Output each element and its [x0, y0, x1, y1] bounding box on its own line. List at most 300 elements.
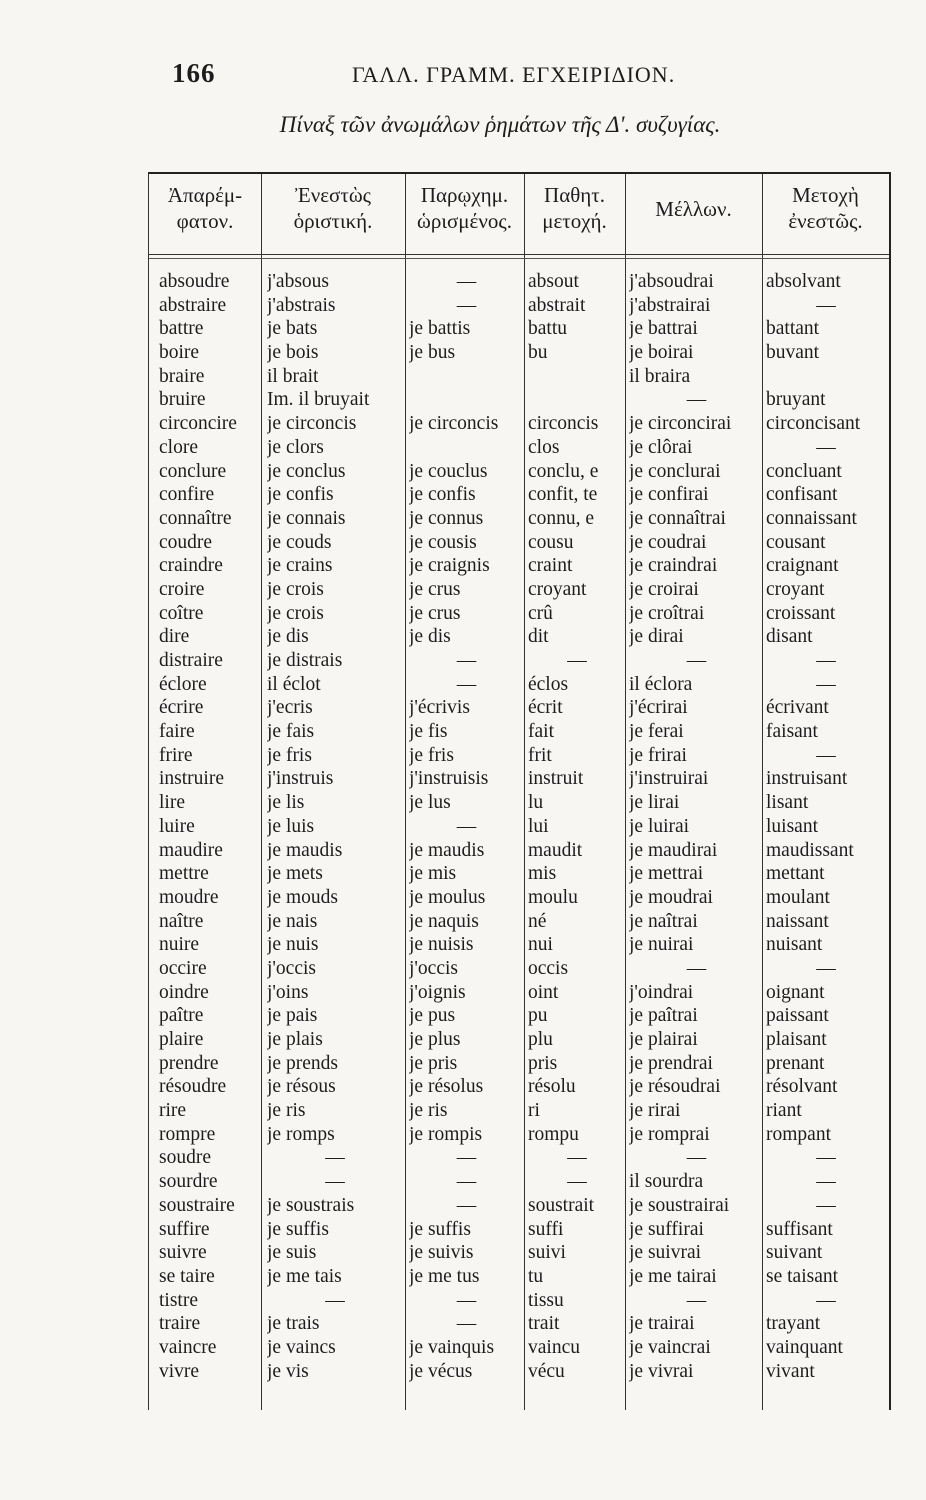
cell-past-definite: je plus: [409, 1029, 461, 1050]
header-present-participle: [762, 182, 889, 234]
cell-past-definite: je résolus: [409, 1076, 484, 1098]
cell-past-definite: je fis: [409, 721, 448, 743]
cell-present-participle: se taisant: [766, 1265, 839, 1287]
cell-past-participle: lui: [528, 815, 549, 837]
table-row: [149, 696, 889, 720]
header-line: ἐνεστῶς.: [788, 209, 863, 233]
cell-present-participle: lisant: [766, 792, 809, 814]
table-row: [149, 1194, 889, 1218]
cell-present: je bois: [267, 342, 319, 364]
cell-past-definite: —: [456, 815, 477, 837]
cell-future: je lirai: [629, 792, 680, 814]
cell-future: j'instruirai: [629, 768, 709, 790]
cell-future: je soustrairai: [629, 1194, 730, 1216]
cell-present-participle: —: [816, 436, 836, 458]
cell-infinitive: distraire: [159, 650, 223, 671]
cell-past-definite: je bus: [409, 342, 456, 364]
cell-infinitive: confire: [159, 484, 215, 506]
cell-future: je battrai: [629, 318, 698, 340]
cell-past-definite: je battis: [409, 318, 471, 340]
header-infinitive: [149, 182, 261, 234]
cell-infinitive: suivre: [159, 1242, 207, 1264]
table-row: [149, 1099, 889, 1123]
cell-infinitive: nuire: [159, 934, 200, 956]
cell-past-participle: craint: [528, 555, 573, 577]
cell-infinitive: maudire: [159, 839, 223, 861]
table-row: [149, 531, 889, 555]
cell-future: il sourdra: [629, 1171, 704, 1193]
cell-present-participle: disant: [766, 626, 813, 648]
cell-past-participle: soustrait: [528, 1194, 595, 1216]
cell-past-definite: —: [456, 1147, 477, 1169]
cell-present: je ris: [267, 1100, 306, 1122]
cell-present-participle: faisant: [766, 721, 818, 743]
cell-past-definite: —: [456, 1171, 477, 1193]
table-row: [149, 933, 889, 957]
table-row: [149, 1218, 889, 1242]
header-line: Παθητ.: [544, 183, 605, 207]
cell-present-participle: plaisant: [766, 1029, 827, 1050]
cell-past-definite: j'instruisis: [409, 768, 489, 790]
cell-past-definite: —: [456, 271, 477, 292]
cell-present-participle: —: [816, 957, 836, 979]
verb-table: [148, 172, 891, 1410]
table-row: [149, 1052, 889, 1076]
cell-past-participle: —: [567, 650, 587, 671]
cell-infinitive: paître: [159, 1005, 204, 1027]
cell-past-definite: je circoncis: [409, 413, 499, 435]
cell-present: je bats: [267, 318, 318, 340]
cell-past-participle: né: [528, 910, 547, 932]
cell-infinitive: craindre: [159, 555, 223, 577]
cell-present-participle: écrivant: [766, 697, 829, 719]
cell-present-participle: connaissant: [766, 507, 857, 529]
cell-present: je suffis: [267, 1218, 329, 1240]
cell-future: j'oindrai: [629, 981, 694, 1003]
cell-future: je naîtrai: [629, 910, 698, 932]
cell-present: Im. il bruyait: [267, 389, 370, 411]
cell-future: je paîtrai: [629, 1005, 698, 1027]
cell-past-participle: dit: [528, 626, 549, 648]
cell-infinitive: écrire: [159, 697, 204, 719]
header-line: μετοχή.: [542, 209, 607, 233]
cell-future: j'abstrairai: [629, 294, 711, 316]
cell-present: je nais: [267, 910, 318, 932]
cell-past-participle: écrit: [528, 697, 563, 719]
cell-infinitive: vivre: [159, 1360, 200, 1382]
cell-past-definite: je ris: [409, 1100, 448, 1122]
cell-present-participle: concluant: [766, 460, 842, 482]
cell-present: —: [325, 1289, 345, 1311]
header-line: Μέλλων.: [655, 197, 732, 221]
cell-future: il braira: [629, 365, 691, 387]
cell-past-definite: je rompis: [409, 1123, 483, 1145]
header-past-participle: [524, 182, 625, 234]
table-row: [149, 412, 889, 436]
cell-present-participle: luisant: [766, 815, 818, 837]
cell-past-participle: rompu: [528, 1123, 579, 1145]
cell-past-definite: je vécus: [409, 1360, 473, 1382]
cell-past-definite: je fris: [409, 744, 454, 766]
cell-future: je circoncirai: [629, 413, 732, 435]
cell-infinitive: se taire: [159, 1265, 215, 1287]
cell-future: je suffirai: [629, 1218, 704, 1240]
cell-present-participle: croyant: [766, 578, 825, 600]
table-row: [149, 1123, 889, 1147]
cell-present: je fais: [267, 721, 315, 743]
header-present: [261, 182, 405, 234]
cell-present-participle: vivant: [766, 1360, 815, 1382]
table-row: [149, 815, 889, 839]
cell-past-definite: je naquis: [409, 910, 479, 932]
cell-present: je suis: [267, 1242, 317, 1264]
cell-past-definite: je suffis: [409, 1218, 471, 1240]
table-row: [149, 886, 889, 910]
cell-present-participle: —: [816, 673, 836, 695]
table-row: [149, 910, 889, 934]
cell-infinitive: occire: [159, 957, 207, 979]
cell-present-participle: nuisant: [766, 934, 823, 956]
cell-present-participle: prenant: [766, 1052, 825, 1074]
table-row: [149, 294, 889, 318]
table-row: [149, 1312, 889, 1336]
table-row: [149, 981, 889, 1005]
cell-past-definite: j'écrivis: [409, 697, 470, 719]
cell-future: je conclurai: [629, 460, 721, 482]
cell-future: j'absoudrai: [629, 271, 714, 292]
cell-past-participle: —: [567, 1171, 587, 1193]
cell-future: —: [686, 389, 707, 411]
cell-future: —: [686, 650, 707, 671]
table-row: [149, 365, 889, 389]
cell-present: je romps: [267, 1123, 335, 1145]
header-line: ὡρισμένος.: [417, 209, 512, 233]
cell-infinitive: lire: [159, 792, 185, 814]
cell-present-participle: riant: [766, 1100, 802, 1122]
cell-present: je confis: [267, 484, 334, 506]
cell-past-participle: éclos: [528, 673, 569, 695]
cell-past-definite: —: [456, 1194, 477, 1216]
cell-present-participle: vainquant: [766, 1336, 843, 1358]
cell-present: je me tais: [267, 1265, 342, 1287]
cell-future: je rirai: [629, 1100, 681, 1122]
cell-past-participle: fait: [528, 721, 554, 743]
cell-past-participle: connu, e: [528, 507, 595, 529]
header-line: φατον.: [176, 209, 234, 233]
table-row: [149, 1146, 889, 1170]
cell-future: je ferai: [629, 721, 684, 743]
cell-future: je boirai: [629, 342, 694, 364]
cell-future: je croîtrai: [629, 602, 705, 624]
cell-present: j'instruis: [267, 768, 334, 790]
cell-present-participle: —: [816, 1171, 836, 1193]
cell-past-participle: vécu: [528, 1360, 565, 1382]
cell-present: je couds: [267, 531, 332, 553]
cell-present: je connais: [267, 507, 346, 529]
cell-future: je prendrai: [629, 1052, 713, 1074]
cell-present: je mouds: [267, 886, 338, 908]
cell-past-participle: maudit: [528, 839, 583, 861]
table-row: [149, 1265, 889, 1289]
cell-present-participle: trayant: [766, 1313, 821, 1335]
cell-past-participle: oint: [528, 981, 559, 1003]
cell-infinitive: braire: [159, 365, 205, 387]
table-row: [149, 720, 889, 744]
cell-past-definite: je me tus: [409, 1265, 480, 1287]
cell-present: je clors: [267, 436, 324, 458]
cell-past-definite: je confis: [409, 484, 476, 506]
table-row: [149, 649, 889, 673]
table-body: [149, 270, 889, 1383]
cell-present-participle: suffisant: [766, 1218, 833, 1240]
header-line: Ἐνεστὼς: [295, 183, 371, 207]
cell-past-definite: je pus: [409, 1005, 456, 1027]
cell-past-definite: je connus: [409, 507, 484, 529]
header-future: [625, 196, 762, 222]
cell-present-participle: —: [816, 650, 836, 671]
cell-past-participle: moulu: [528, 886, 578, 908]
header-rule: [149, 258, 889, 259]
table-row: [149, 1170, 889, 1194]
cell-past-definite: je lus: [409, 792, 451, 814]
cell-future: je nuirai: [629, 934, 694, 956]
cell-past-participle: tu: [528, 1265, 544, 1287]
cell-past-definite: je dis: [409, 626, 451, 648]
cell-future: je craindrai: [629, 555, 718, 577]
cell-future: je moudrai: [629, 886, 713, 908]
cell-past-definite: je cousis: [409, 531, 477, 553]
cell-present-participle: bruyant: [766, 389, 826, 411]
cell-infinitive: prendre: [159, 1052, 219, 1074]
cell-past-participle: pu: [528, 1005, 548, 1027]
cell-present-participle: rompant: [766, 1123, 831, 1145]
table-row: [149, 1004, 889, 1028]
cell-infinitive: soustraire: [159, 1194, 235, 1216]
cell-infinitive: rire: [159, 1100, 187, 1122]
page-number: 166: [172, 58, 216, 88]
table-row: [149, 957, 889, 981]
cell-future: je connaîtrai: [629, 507, 726, 529]
cell-past-participle: suffi: [528, 1218, 564, 1240]
cell-present: je pais: [267, 1005, 318, 1027]
table-row: [149, 602, 889, 626]
cell-infinitive: instruire: [159, 768, 224, 790]
table-row: [149, 436, 889, 460]
cell-present: je circoncis: [267, 413, 357, 435]
cell-past-participle: abstrait: [528, 294, 586, 316]
cell-past-definite: j'occis: [409, 957, 458, 979]
cell-future: —: [686, 957, 707, 979]
cell-future: j'écrirai: [629, 697, 688, 719]
table-row: [149, 388, 889, 412]
cell-future: —: [686, 1289, 707, 1311]
cell-present-participle: suivant: [766, 1242, 823, 1264]
cell-past-definite: je crus: [409, 578, 461, 600]
cell-future: je trairai: [629, 1313, 695, 1335]
cell-present-participle: résolvant: [766, 1076, 838, 1098]
cell-infinitive: luire: [159, 815, 195, 837]
cell-infinitive: dire: [159, 626, 190, 648]
table-title: Πίναξ τῶν ἀνωμάλων ῥημάτων τῆς Δ'. συζυγίας.: [279, 112, 721, 137]
cell-present-participle: circoncisant: [766, 413, 861, 435]
cell-future: je me tairai: [629, 1265, 717, 1287]
cell-past-definite: —: [456, 1289, 477, 1311]
cell-past-definite: je crus: [409, 602, 461, 624]
cell-present-participle: —: [816, 1194, 836, 1216]
cell-past-definite: je couclus: [409, 460, 488, 482]
cell-past-participle: occis: [528, 957, 569, 979]
cell-past-definite: je craignis: [409, 555, 490, 577]
header-line: Ἀπαρέμ-: [167, 183, 243, 207]
header-line: Μετοχὴ: [792, 183, 859, 207]
cell-present: je vis: [267, 1360, 309, 1382]
cell-present-participle: instruisant: [766, 768, 848, 790]
cell-present: je lis: [267, 792, 305, 814]
cell-present: —: [325, 1171, 345, 1193]
cell-infinitive: connaître: [159, 507, 232, 529]
table-row: [149, 1075, 889, 1099]
cell-infinitive: coître: [159, 602, 204, 624]
cell-past-participle: bu: [528, 342, 548, 364]
cell-past-participle: absout: [528, 271, 579, 292]
cell-present-participle: craignant: [766, 555, 839, 577]
cell-infinitive: bruire: [159, 389, 206, 411]
cell-present-participle: buvant: [766, 342, 820, 364]
cell-past-definite: je moulus: [409, 886, 486, 908]
table-row: [149, 507, 889, 531]
cell-present: j'abstrais: [267, 294, 336, 316]
cell-infinitive: clore: [159, 436, 198, 458]
cell-infinitive: moudre: [159, 886, 219, 908]
cell-present: je vaincs: [267, 1336, 336, 1358]
table-row: [149, 270, 889, 294]
cell-infinitive: résoudre: [159, 1076, 227, 1098]
cell-present-participle: battant: [766, 318, 820, 340]
cell-past-definite: —: [456, 294, 477, 316]
table-row: [149, 1360, 889, 1384]
cell-present: je résous: [267, 1076, 336, 1098]
cell-present: —: [325, 1147, 345, 1169]
cell-infinitive: circoncire: [159, 413, 237, 435]
cell-present: je fris: [267, 744, 312, 766]
cell-future: je vaincrai: [629, 1336, 711, 1358]
cell-past-participle: circoncis: [528, 413, 599, 435]
cell-past-participle: suivi: [528, 1242, 566, 1264]
cell-present-participle: —: [816, 1289, 836, 1311]
cell-present-participle: —: [816, 1147, 836, 1169]
cell-past-participle: conclu, e: [528, 460, 599, 482]
cell-infinitive: absoudre: [159, 271, 230, 292]
cell-present: je maudis: [267, 839, 343, 861]
cell-infinitive: boire: [159, 342, 200, 364]
table-row: [149, 1241, 889, 1265]
cell-present: je luis: [267, 815, 315, 837]
cell-present: je prends: [267, 1052, 338, 1074]
table-row: [149, 1028, 889, 1052]
cell-past-definite: je mis: [409, 863, 457, 885]
cell-past-participle: confit, te: [528, 484, 598, 506]
cell-past-participle: plu: [528, 1029, 553, 1050]
cell-present: je dis: [267, 626, 309, 648]
cell-past-participle: crû: [528, 602, 553, 624]
table-row: [149, 460, 889, 484]
cell-infinitive: sourdre: [159, 1171, 218, 1193]
cell-infinitive: soudre: [159, 1147, 211, 1169]
cell-infinitive: battre: [159, 318, 204, 340]
cell-infinitive: traire: [159, 1313, 201, 1335]
cell-past-participle: frit: [528, 744, 552, 766]
table-row: [149, 767, 889, 791]
table-row: [149, 1289, 889, 1313]
cell-infinitive: faire: [159, 721, 195, 743]
cell-past-definite: je vainquis: [409, 1336, 495, 1358]
cell-present: je mets: [267, 863, 323, 885]
cell-infinitive: éclore: [159, 673, 207, 695]
cell-present-participle: naissant: [766, 910, 829, 932]
cell-present: je trais: [267, 1313, 320, 1335]
cell-past-definite: je suivis: [409, 1242, 474, 1264]
cell-past-participle: battu: [528, 318, 567, 340]
cell-past-definite: —: [456, 1313, 477, 1335]
cell-present: je soustrais: [267, 1194, 355, 1216]
table-row: [149, 578, 889, 602]
cell-present-participle: paissant: [766, 1005, 829, 1027]
cell-infinitive: croire: [159, 578, 205, 600]
cell-present: je crains: [267, 555, 333, 577]
cell-present-participle: croissant: [766, 602, 836, 624]
table-row: [149, 554, 889, 578]
cell-past-definite: —: [456, 673, 477, 695]
cell-present: j'ecris: [267, 697, 313, 719]
cell-future: je résoudrai: [629, 1076, 721, 1098]
cell-future: je frirai: [629, 744, 687, 766]
cell-future: je confirai: [629, 484, 709, 506]
table-row: [149, 839, 889, 863]
cell-present: je plais: [267, 1029, 323, 1050]
cell-future: je clôrai: [629, 436, 693, 458]
cell-past-participle: croyant: [528, 578, 587, 600]
table-row: [149, 625, 889, 649]
cell-infinitive: tistre: [159, 1289, 198, 1311]
cell-past-participle: —: [567, 1147, 587, 1169]
cell-infinitive: oindre: [159, 981, 209, 1003]
cell-present-participle: maudissant: [766, 839, 854, 861]
cell-future: —: [686, 1147, 707, 1169]
cell-present: il éclot: [267, 673, 321, 695]
running-head: ΓΑΛΛ. ΓΡΑΜΜ. ΕΓΧΕΙΡΙΔΙΟΝ.: [352, 62, 676, 87]
cell-present: je crois: [267, 602, 324, 624]
cell-infinitive: plaire: [159, 1029, 204, 1050]
table-row: [149, 791, 889, 815]
cell-future: je maudirai: [629, 839, 718, 861]
cell-present: je nuis: [267, 934, 319, 956]
table-row: [149, 341, 889, 365]
cell-past-participle: nui: [528, 934, 553, 956]
cell-past-definite: j'oignis: [409, 981, 466, 1003]
cell-future: je suivrai: [629, 1242, 702, 1264]
cell-past-participle: clos: [528, 436, 560, 458]
cell-present-participle: absolvant: [766, 271, 841, 292]
cell-past-participle: vaincu: [528, 1336, 580, 1358]
cell-infinitive: conclure: [159, 460, 227, 482]
header-line: Παρῳχημ.: [420, 183, 509, 207]
table-row: [149, 673, 889, 697]
cell-infinitive: frire: [159, 744, 193, 766]
cell-infinitive: naître: [159, 910, 204, 932]
cell-past-participle: mis: [528, 863, 557, 885]
cell-past-definite: je nuisis: [409, 934, 474, 956]
table-row: [149, 862, 889, 886]
